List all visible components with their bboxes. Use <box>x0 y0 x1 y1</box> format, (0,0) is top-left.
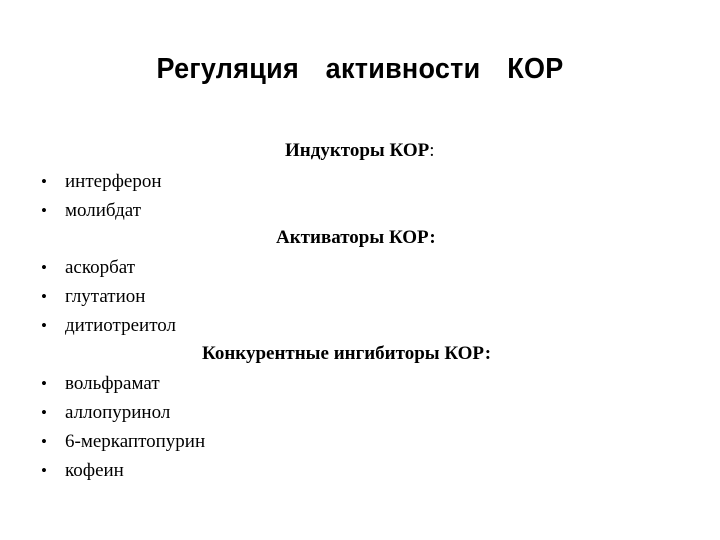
list-item <box>41 285 145 309</box>
section-heading-inhibitors <box>202 342 491 366</box>
list-item-text: молибдат <box>65 200 142 221</box>
section-heading-inducers-colon: : <box>429 140 435 161</box>
list-item-text: глутатион <box>65 286 146 307</box>
list-item-text: аскорбат <box>65 257 136 278</box>
bullet-icon: • <box>41 201 47 220</box>
bullet-icon: • <box>41 172 47 191</box>
list-item <box>41 430 205 454</box>
section-heading-inhibitors-text: Конкурентные ингибиторы КОР: <box>202 343 492 364</box>
bullet-icon: • <box>41 403 47 422</box>
bullet-icon: • <box>41 316 47 335</box>
list-item-text: вольфрамат <box>65 373 160 394</box>
list-item <box>41 170 161 194</box>
list-item <box>41 256 135 280</box>
list-item <box>41 401 170 425</box>
bullet-icon: • <box>41 461 47 480</box>
list-item <box>41 372 160 396</box>
list-item <box>41 199 141 223</box>
bullet-icon: • <box>41 432 47 451</box>
bullet-icon: • <box>41 258 47 277</box>
section-heading-inducers-text: Индукторы КОР <box>285 140 430 161</box>
list-item-text: 6-меркаптопурин <box>65 431 206 452</box>
section-heading-activators-text: Активаторы КОР: <box>276 227 436 248</box>
slide-title: Регуляция активности КОР <box>156 53 564 85</box>
bullet-icon: • <box>41 374 47 393</box>
list-item <box>41 314 176 338</box>
list-item <box>41 459 124 483</box>
section-heading-activators <box>276 226 436 250</box>
list-item-text: интерферон <box>65 171 162 192</box>
section-heading-inducers <box>285 139 435 163</box>
bullet-icon: • <box>41 287 47 306</box>
list-item-text: аллопуринол <box>65 402 171 423</box>
list-item-text: дитиотреитол <box>65 315 176 336</box>
list-item-text: кофеин <box>65 460 124 481</box>
